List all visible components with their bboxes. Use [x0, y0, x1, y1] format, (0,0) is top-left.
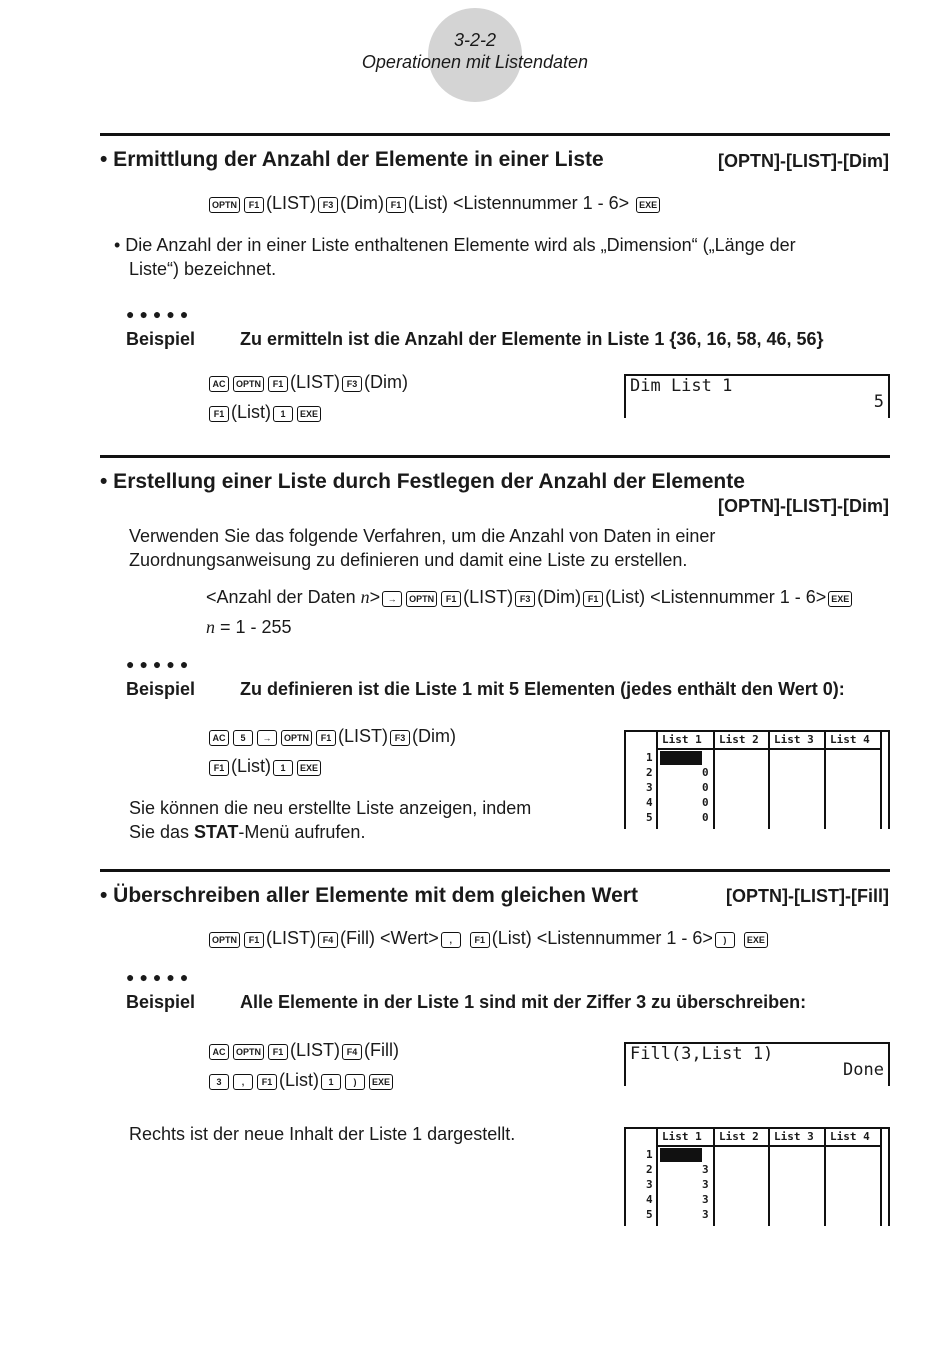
f4-key-icon: F4 [318, 932, 338, 948]
note-text: • Die Anzahl der in einer Liste enthaltenen Elemente wird als „Dimension“ („Länge der [114, 235, 796, 255]
close-paren-key-icon: ) [715, 932, 735, 948]
cell-value: 3 [702, 1208, 709, 1221]
key-syntax: OPTN F1 (LIST) F3 (Dim) F1 (List) <Listennummer 1 - 6> EXE [207, 191, 662, 215]
cell-value: 3 [702, 1148, 709, 1161]
f1-key-icon: F1 [583, 591, 603, 607]
column-header: List 2 [719, 733, 759, 746]
five-key-icon: 5 [233, 730, 253, 746]
example-label: Beispiel [126, 329, 196, 349]
info-text-cont: Sie das STAT-Menü aufrufen. [129, 822, 366, 842]
cell-value: 0 [702, 781, 709, 794]
cell-value: 3 [702, 1178, 709, 1191]
close-paren-key-icon: ) [345, 1074, 365, 1090]
example-text: Zu ermitteln ist die Anzahl der Elemente in Liste 1 {36, 16, 58, 46, 56} [240, 329, 824, 349]
f1-key-icon: F1 [244, 197, 264, 213]
menu-path: [OPTN]-[LIST]-[Dim] [718, 151, 889, 171]
f4-key-icon: F4 [342, 1044, 362, 1060]
page-number: 3-2-2 [453, 30, 497, 50]
description-text-cont: Zuordnungsanweisung zu definieren und damit eine Liste zu erstellen. [129, 550, 688, 570]
f1-key-icon: F1 [209, 406, 229, 422]
section-divider [100, 455, 890, 458]
row-number: 1 [646, 751, 653, 764]
section-title: • Überschreiben aller Elemente mit dem gleichen Wert [100, 884, 638, 907]
exe-key-icon: EXE [297, 406, 321, 422]
exe-key-icon: EXE [297, 760, 321, 776]
f3-key-icon: F3 [318, 197, 338, 213]
cell-value: 0 [702, 811, 709, 824]
arrow-key-icon: → [257, 730, 277, 746]
section-divider [100, 869, 890, 872]
section-divider [100, 133, 890, 136]
screen-line: Dim List 1 [630, 376, 733, 396]
one-key-icon: 1 [273, 406, 293, 422]
section-title: • Ermittlung der Anzahl der Elemente in einer Liste [100, 148, 604, 171]
ac-key-icon: AC [209, 730, 229, 746]
row-number: 4 [646, 1193, 653, 1206]
f1-key-icon: F1 [209, 760, 229, 776]
optn-key-icon: OPTN [281, 730, 312, 746]
list-editor-screen [624, 1127, 890, 1226]
f1-key-icon: F1 [316, 730, 336, 746]
cell-value: 0 [702, 796, 709, 809]
exe-key-icon: EXE [369, 1074, 393, 1090]
three-key-icon: 3 [209, 1074, 229, 1090]
screen-result: Done [843, 1060, 884, 1080]
ac-key-icon: AC [209, 376, 229, 392]
note-text-cont: Liste“) bezeichnet. [129, 259, 277, 279]
f3-key-icon: F3 [390, 730, 410, 746]
row-number: 3 [646, 1178, 653, 1191]
row-number: 3 [646, 781, 653, 794]
one-key-icon: 1 [273, 760, 293, 776]
column-header: List 1 [662, 1130, 702, 1143]
calculator-screen [624, 374, 890, 418]
exe-key-icon: EXE [636, 197, 660, 213]
one-key-icon: 1 [321, 1074, 341, 1090]
f1-key-icon: F1 [268, 376, 288, 392]
column-header: List 4 [830, 1130, 870, 1143]
screen-result: 5 [873, 392, 884, 412]
section-title: • Erstellung einer Liste durch Festlegen der Anzahl der Elemente [100, 470, 745, 493]
comma-key-icon: , [233, 1074, 253, 1090]
column-header: List 3 [774, 733, 814, 746]
exe-key-icon: EXE [744, 932, 768, 948]
optn-key-icon: OPTN [233, 376, 264, 392]
f1-key-icon: F1 [441, 591, 461, 607]
calculator-screen [624, 1042, 890, 1086]
example-text: Zu definieren ist die Liste 1 mit 5 Elementen (jedes enthält den Wert 0): [240, 679, 845, 699]
example-dots: ●●●●● [126, 656, 194, 672]
example-steps-line2: F1 (List) 1 EXE [207, 754, 323, 778]
example-dots: ●●●●● [126, 306, 194, 322]
menu-path: [OPTN]-[LIST]-[Dim] [718, 496, 889, 516]
screen-line: Fill(3,List 1) [630, 1044, 774, 1064]
f3-key-icon: F3 [342, 376, 362, 392]
column-header: List 3 [774, 1130, 814, 1143]
example-steps-line2: 3 , F1 (List) 1 ) EXE [207, 1068, 395, 1092]
column-header: List 1 [662, 733, 702, 746]
info-text: Sie können die neu erstellte Liste anzeigen, indem [129, 798, 532, 818]
comma-key-icon: , [441, 932, 461, 948]
f1-key-icon: F1 [244, 932, 264, 948]
list-editor-screen [624, 730, 890, 829]
optn-key-icon: OPTN [209, 932, 240, 948]
result-text: Rechts ist der neue Inhalt der Liste 1 dargestellt. [129, 1124, 516, 1144]
f1-key-icon: F1 [470, 932, 490, 948]
cell-value: 0 [702, 751, 709, 764]
cell-cursor [660, 1148, 702, 1162]
f1-key-icon: F1 [257, 1074, 277, 1090]
range-text: n = 1 - 255 [206, 617, 292, 637]
example-steps-line2: F1 (List) 1 EXE [207, 400, 323, 424]
row-number: 2 [646, 1163, 653, 1176]
optn-key-icon: OPTN [233, 1044, 264, 1060]
example-label: Beispiel [126, 679, 196, 699]
row-number: 2 [646, 766, 653, 779]
menu-path: [OPTN]-[LIST]-[Fill] [726, 886, 889, 906]
cell-cursor [660, 751, 702, 765]
optn-key-icon: OPTN [209, 197, 240, 213]
row-number: 5 [646, 811, 653, 824]
example-steps-line1: AC 5 → OPTN F1 (LIST) F3 (Dim) [207, 724, 456, 748]
exe-key-icon: EXE [828, 591, 852, 607]
cell-value: 0 [702, 766, 709, 779]
example-label: Beispiel [126, 992, 196, 1012]
optn-key-icon: OPTN [406, 591, 437, 607]
row-number: 5 [646, 1208, 653, 1221]
example-steps-line1: AC OPTN F1 (LIST) F4 (Fill) [207, 1038, 399, 1062]
arrow-key-icon: → [382, 591, 402, 607]
row-number: 4 [646, 796, 653, 809]
example-steps-line1: AC OPTN F1 (LIST) F3 (Dim) [207, 370, 408, 394]
key-syntax: <Anzahl der Daten n> → OPTN F1 (LIST) F3 (Dim) F1 (List) <Listennummer 1 - 6> EXE [206, 585, 854, 609]
cell-value: 3 [702, 1163, 709, 1176]
column-header: List 2 [719, 1130, 759, 1143]
f3-key-icon: F3 [515, 591, 535, 607]
ac-key-icon: AC [209, 1044, 229, 1060]
f1-key-icon: F1 [386, 197, 406, 213]
column-header: List 4 [830, 733, 870, 746]
key-syntax: OPTN F1 (LIST) F4 (Fill) <Wert> , F1 (List) <Listennummer 1 - 6> ) EXE [207, 926, 770, 950]
cell-value: 3 [702, 1193, 709, 1206]
row-number: 1 [646, 1148, 653, 1161]
f1-key-icon: F1 [268, 1044, 288, 1060]
example-dots: ●●●●● [126, 969, 194, 985]
chapter-title: Operationen mit Listendaten [361, 52, 589, 72]
description-text: Verwenden Sie das folgende Verfahren, um die Anzahl von Daten in einer [129, 526, 716, 546]
example-text: Alle Elemente in der Liste 1 sind mit der Ziffer 3 zu überschreiben: [240, 992, 807, 1012]
